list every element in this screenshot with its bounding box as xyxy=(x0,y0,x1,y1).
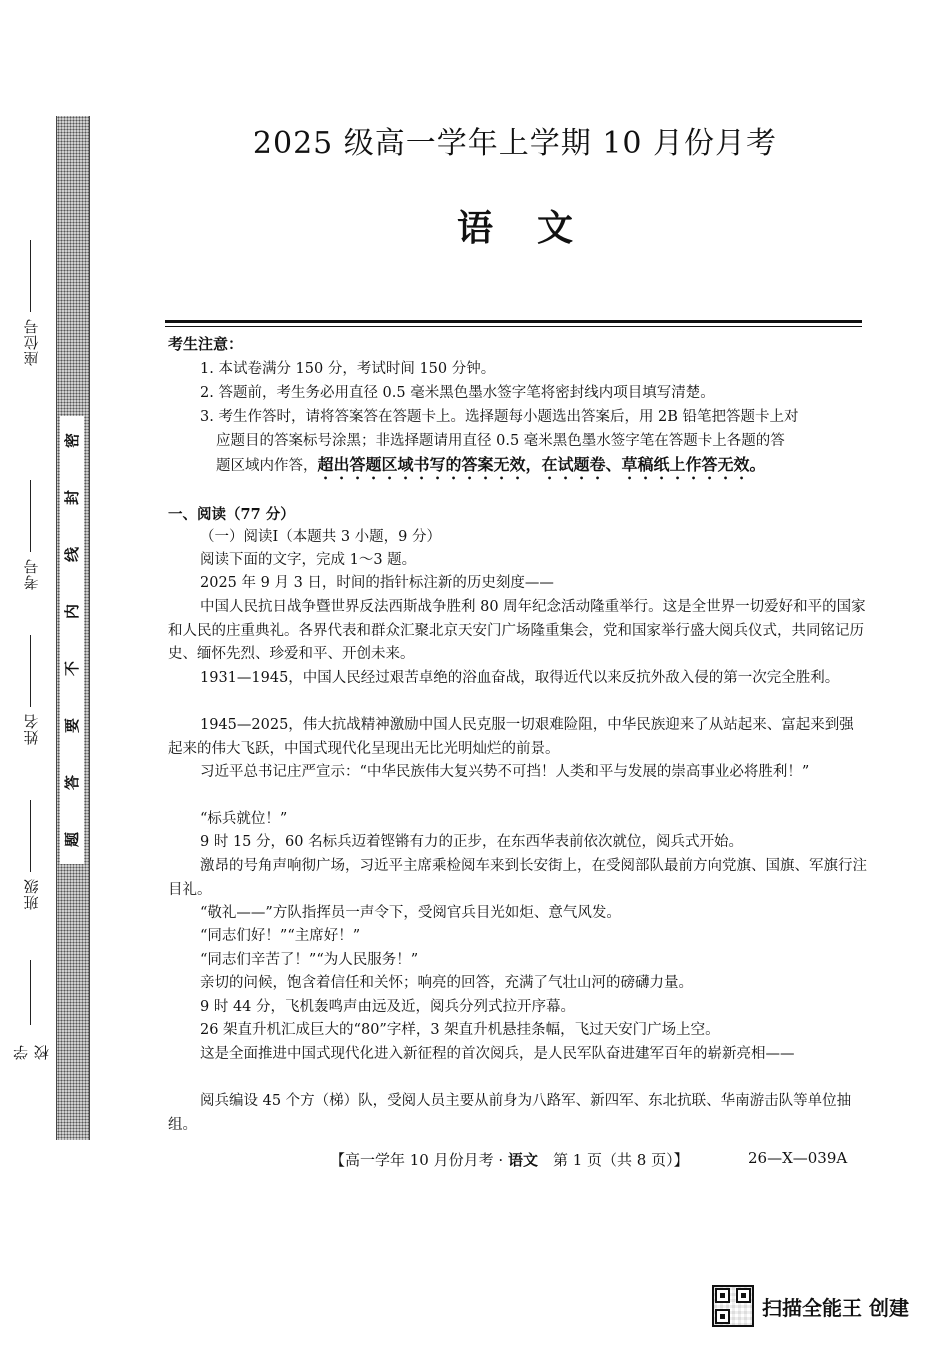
passage-paragraph: “标兵就位！” xyxy=(200,811,288,827)
passage-paragraph: 这是全面推进中国式现代化进入新征程的首次阅兵，是人民军队奋进建军百年的崭新亮相—— xyxy=(200,1046,795,1062)
passage-paragraph: 中国人民抗日战争暨世界反法西斯战争胜利 80 周年纪念活动隆重举行。这是全世界一切爱好和平的国家和人民的庄重典礼。各界代表和群众汇聚北京天安门广场隆重集会，党和国家举行盛大阅兵仪式，共同铭记历史、缅怀先烈、珍爱和平、开创未来。 xyxy=(168,599,866,662)
section-heading: 一、阅读（77 分） xyxy=(168,506,295,523)
binding-field-seat-number: 座位号 xyxy=(14,240,48,366)
scanner-watermark xyxy=(712,1285,909,1327)
passage-paragraph: 亲切的问候，饱含着信任和关怀；响亮的回答，充满了气壮山河的磅礴力量。 xyxy=(200,975,693,991)
exam-subject: 语文 xyxy=(456,208,617,249)
notice-item-3-cont-2 xyxy=(216,453,866,483)
footer-subject: 语文 xyxy=(507,1151,538,1169)
notice-item-3-text: 题区域内作答， xyxy=(216,458,318,474)
seal-char: 不 xyxy=(63,660,82,677)
paper-code: 26—X—039A xyxy=(748,1149,848,1167)
seal-char: 内 xyxy=(63,603,82,620)
seal-char: 线 xyxy=(63,546,82,563)
notice-item-2: 2. 答题前，考生务必用直径 0.5 毫米黑色墨水签字笔将密封线内项目填写清楚。 xyxy=(200,385,715,401)
seal-char: 封 xyxy=(63,489,82,506)
qr-code-icon xyxy=(712,1285,754,1327)
seal-warning xyxy=(60,416,84,864)
scanner-label: 扫描全能王 创建 xyxy=(762,1295,909,1320)
notice-emphasis: 超出答题区域书写的答案无效，在试题卷、草稿纸上作答无效。 xyxy=(317,455,766,474)
passage-paragraph: “同志们好！”“主席好！” xyxy=(200,928,361,944)
section-instruction: 阅读下面的文字，完成 1～3 题。 xyxy=(200,552,417,568)
binding-field-class: 班级 xyxy=(14,800,48,910)
passage-paragraph: 习近平总书记庄严宣示：“中华民族伟大复兴势不可挡！人类和平与发展的崇高事业必将胜利！” xyxy=(200,764,810,780)
passage-paragraph: 9 时 15 分，60 名标兵迈着铿锵有力的正步，在东西华表前依次就位，阅兵式开始。 xyxy=(200,834,744,850)
passage-paragraph: 激昂的号角声响彻广场，习近平主席乘检阅车来到长安街上，在受阅部队最前方向党旗、国旗、军旗行注目礼。 xyxy=(168,858,867,898)
seal-char: 答 xyxy=(63,774,82,791)
binding-field-name: 姓名 xyxy=(14,635,48,745)
passage-paragraph: 1945—2025，伟大抗战精神激励中国人民克服一切艰难险阻，中华民族迎来了从站起来、富起来到强起来的伟大飞跃，中国式现代化呈现出无比光明灿烂的前景。 xyxy=(168,717,854,757)
exam-title: 2025 级高一学年上学期 10 月份月考 xyxy=(252,126,778,161)
notice-heading: 考生注意： xyxy=(168,335,244,353)
section-subheading: （一）阅读Ⅰ（本题共 3 小题，9 分） xyxy=(200,529,442,545)
notice-item-3-cont: 应题目的答案标号涂黑；非选择题请用直径 0.5 毫米黑色墨水签字笔在答题卡上各题的答 xyxy=(216,433,785,449)
binding-field-exam-number: 考号 xyxy=(14,480,48,590)
passage-paragraph: 2025 年 9 月 3 日，时间的指针标注新的历史刻度—— xyxy=(200,575,554,591)
page-footer: 【高一学年 10 月份月考 · 语文 第 1 页（共 8 页）】 xyxy=(330,1151,689,1169)
passage-paragraph: 26 架直升机汇成巨大的“80”字样，3 架直升机悬挂条幅，飞过天安门广场上空。 xyxy=(200,1022,720,1038)
binding-field-school: 学校 xyxy=(14,960,48,1060)
passage-paragraph: “同志们辛苦了！”“为人民服务！” xyxy=(200,952,419,968)
header-rule-thick xyxy=(165,320,862,323)
notice-item-1: 1. 本试卷满分 150 分，考试时间 150 分钟。 xyxy=(200,361,496,377)
passage-paragraph: 阅兵编设 45 个方（梯）队，受阅人员主要从前身为八路军、新四军、东北抗联、华南游击队等单位抽组。 xyxy=(168,1093,852,1133)
passage-paragraph: 1931—1945，中国人民经过艰苦卓绝的浴血奋战，取得近代以来反抗外敌入侵的第一次完全胜利。 xyxy=(200,670,840,686)
binding-fields xyxy=(12,240,51,1060)
notice-item-3: 3. 考生作答时，请将答案答在答题卡上。选择题每小题选出答案后，用 2B 铅笔把答题卡上对 xyxy=(200,409,799,425)
seal-char: 要 xyxy=(63,717,82,734)
seal-char: 密 xyxy=(63,432,82,449)
passage-paragraph: 9 时 44 分，飞机轰鸣声由远及近，阅兵分列式拉开序幕。 xyxy=(200,999,576,1015)
seal-char: 题 xyxy=(63,831,82,848)
header-rule-thin xyxy=(165,326,862,327)
passage-paragraph: “敬礼——”方队指挥员一声令下，受阅官兵目光如炬、意气风发。 xyxy=(200,905,621,921)
